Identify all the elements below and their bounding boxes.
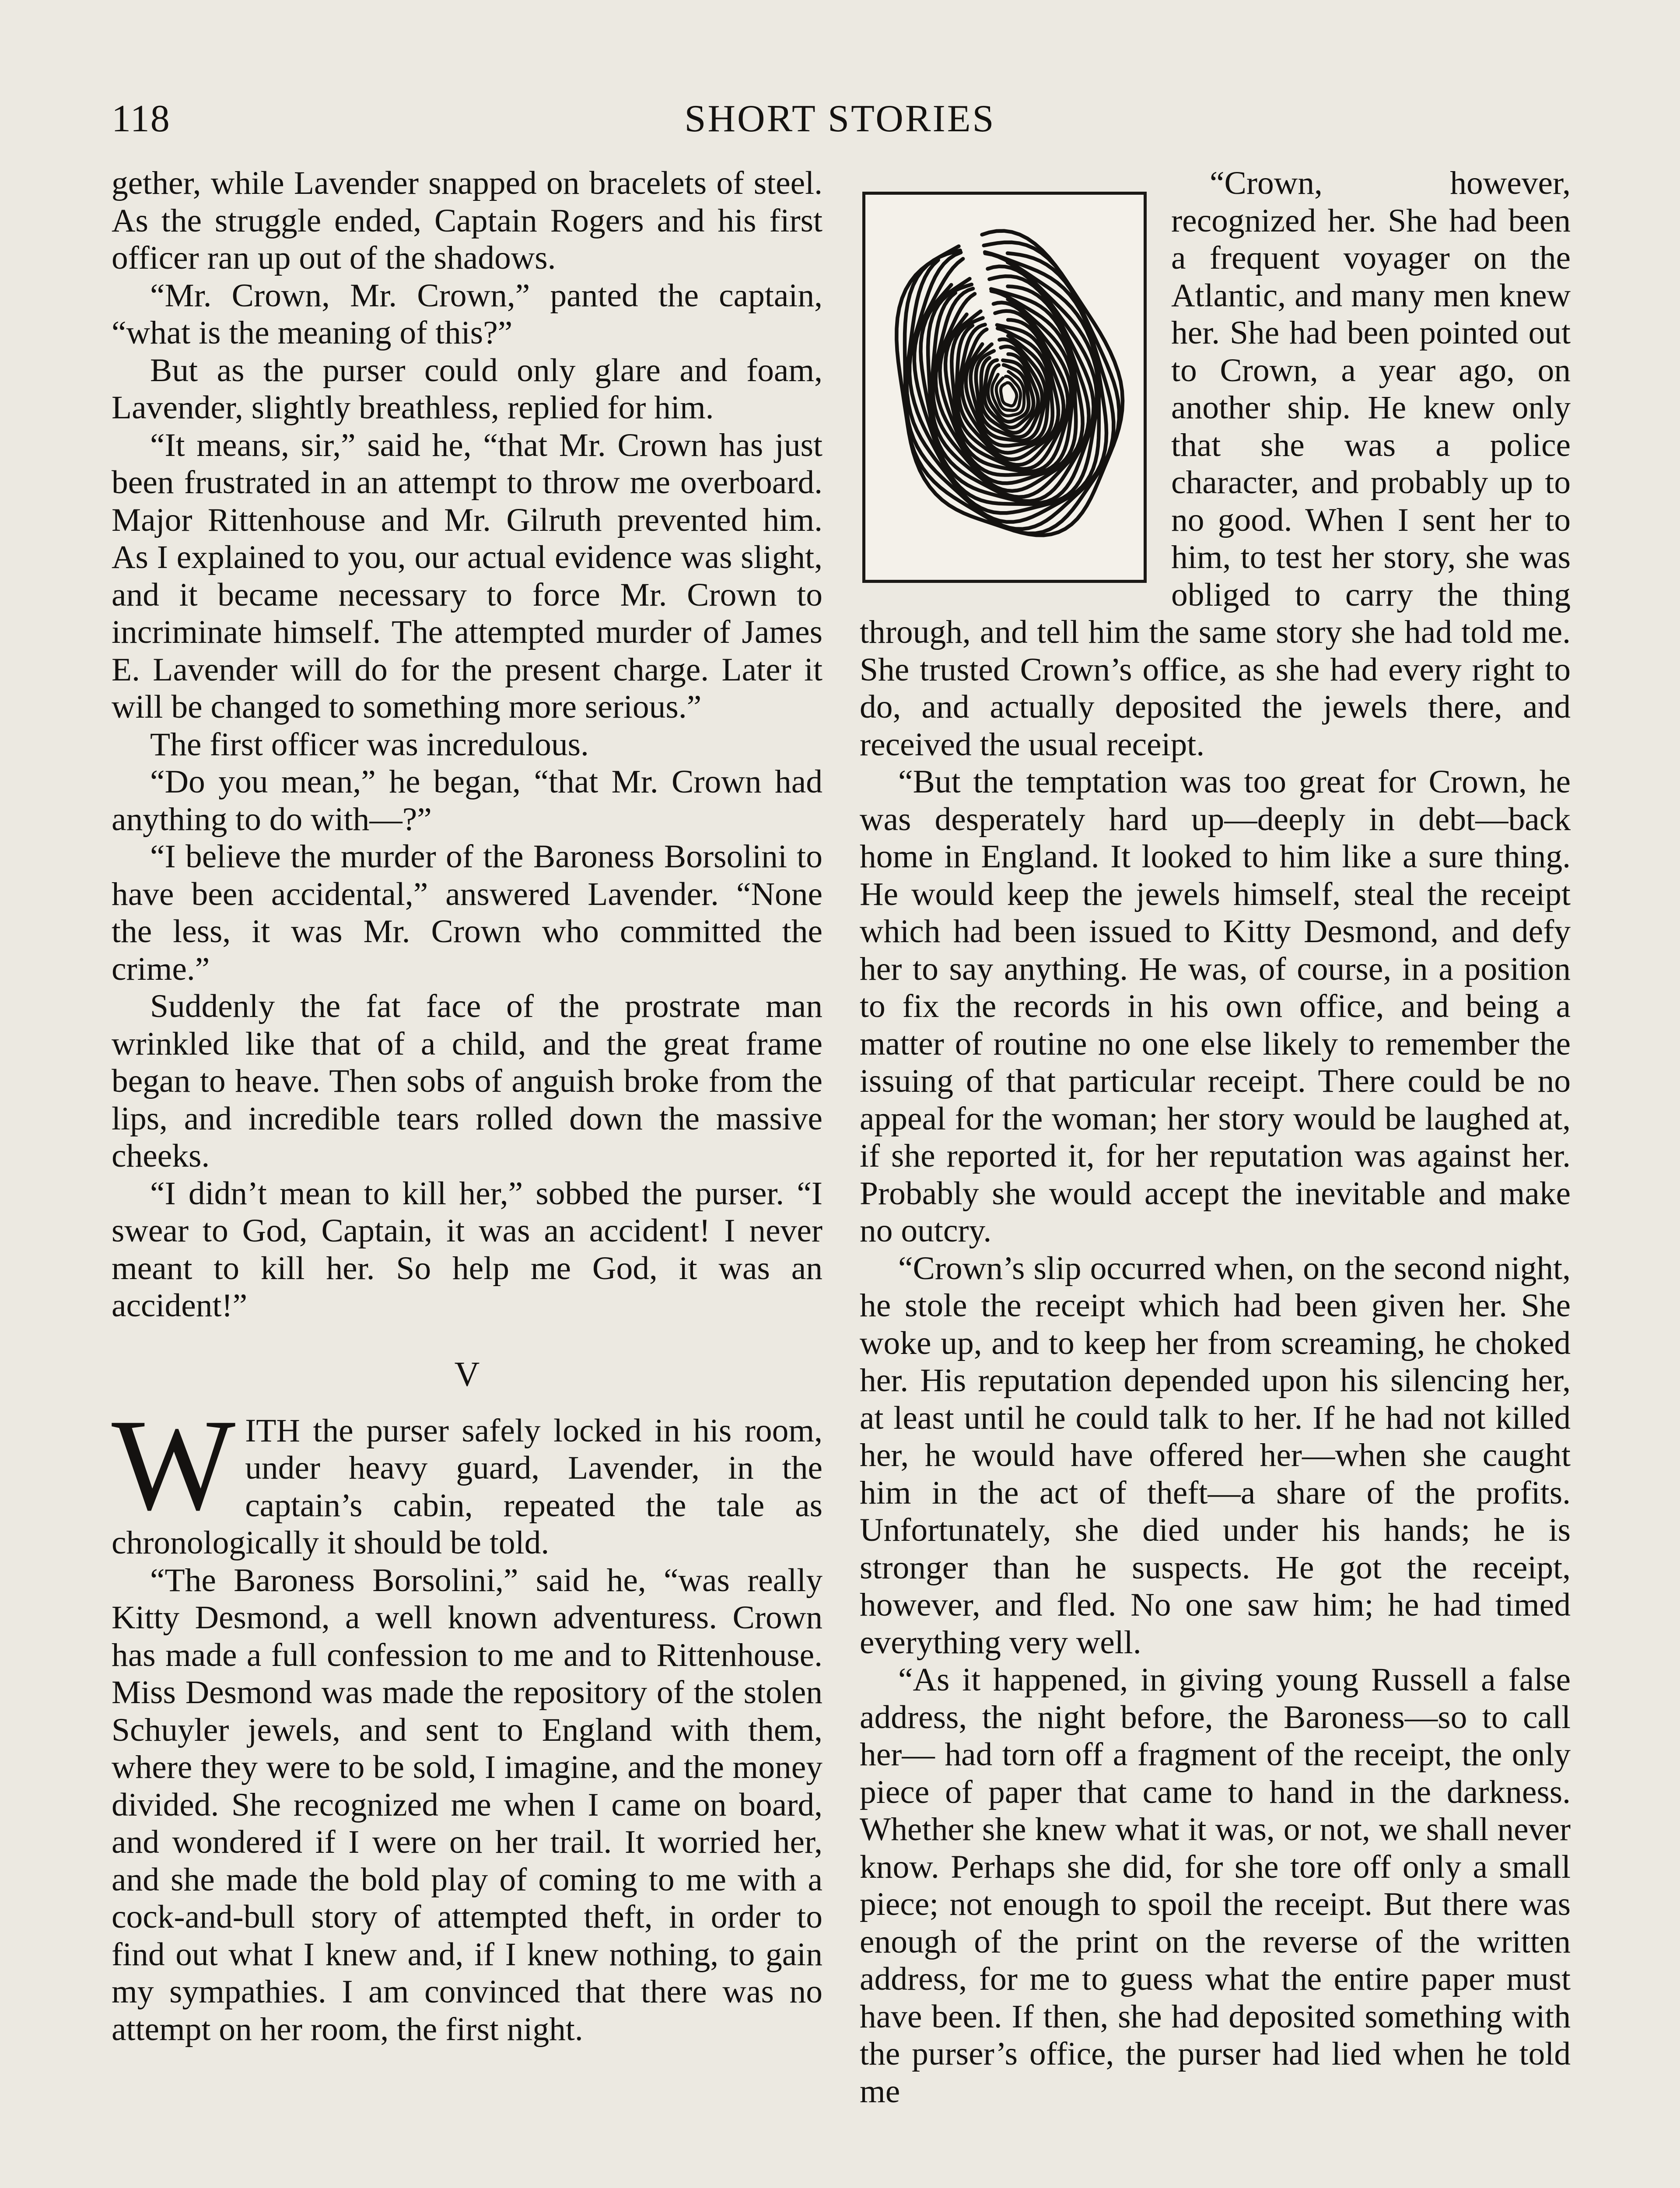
running-head <box>112 93 1568 145</box>
drop-cap: W <box>112 1392 236 1537</box>
paragraph: But as the purser could only glare and foam, Lavender, slightly breathless, replied for him. <box>112 352 822 426</box>
paragraph: The first officer was incredulous. <box>150 726 589 763</box>
paragraph <box>860 165 1571 763</box>
section-heading: V <box>454 1355 480 1394</box>
left-column <box>112 165 822 2188</box>
paragraph: “The Baroness Borsolini,” said he, “was really Kitty Desmond, a well known adventuress. Crown has made a full confession to me and to Rittenhouse. Miss Desmond was made the repository of the stolen Schuyler jewels, and sent to England with them, where they were to be sold, I imagine, and the money divided. She recognized me when I came on board, and wondered if I were on her trail. It worried her, and she made the bold play of coming to me with a cock-and-bull story of attempted theft, in order to find out what I knew and, if I knew nothing, to gain my sympathies. I am convinced that there was no attempt on her room, the first night. <box>112 1562 822 2048</box>
opening-text: ITH the purser safely locked in his room, under heavy guard, Lavender, in the captain’s cabin, repeated the tale as chronologically it should be told. <box>112 1412 822 1561</box>
running-title: SHORT STORIES <box>684 98 996 140</box>
fingerprint-icon <box>882 212 1127 562</box>
paragraph-text: “Crown, however, recognized her. She had been a frequent voyager on the Atlantic, and many men knew her. She had been pointed out to Crown, a year ago, on another ship. He knew only that she was a police character, and probably up to no good. When I sent her to him, to test her story, she was obliged to carry the thing through, and tell him the same story she had told me. She trusted Crown’s office, as she had every right to do, and actually deposited the jewels there, and received the usual receipt. <box>860 165 1571 763</box>
paragraph: Suddenly the fat face of the prostrate man wrinkled like that of a child, and the great frame began to heave. Then sobs of anguish broke from the lips, and incredible tears rolled down the massive cheeks. <box>112 988 822 1174</box>
paragraph: “Crown’s slip occurred when, on the second night, he stole the receipt which had been given her. She woke up, and to keep her from screaming, he choked her. His reputation depended upon his silencing her, at least until he could talk to her. If he had not killed her, he would have offered her—when she caught him in the act of theft—a share of the profits. Unfortunately, she died under his hands; he is stronger than he suspects. He got the receipt, however, and fled. No one saw him; he had timed everything very well. <box>860 1250 1571 1661</box>
section-opening-paragraph <box>112 1392 822 1562</box>
paragraph: “Do you mean,” he began, “that Mr. Crown had anything to do with—?” <box>112 764 822 838</box>
page-number: 118 <box>112 98 171 140</box>
paragraph: gether, while Lavender snapped on bracelets of steel. As the struggle ended, Captain Rogers and his first officer ran up out of the shadows. <box>112 165 822 276</box>
paragraph: “Mr. Crown, Mr. Crown,” panted the captain, “what is the meaning of this?” <box>112 277 822 351</box>
right-column <box>860 165 1571 2188</box>
fingerprint-illustration <box>862 192 1147 583</box>
paragraph: “As it happened, in giving young Russell a false address, the night before, the Baroness—so to call her— had torn off a fragment of the receipt, the only piece of paper that came to hand in the darkness. Whether she knew what it was, or not, we shall never know. Perhaps she did, for she tore off only a small piece; not enough to spoil the receipt. But there was enough of the print on the reverse of the written address, for me to guess what the entire paper must have been. If then, she had deposited something with the purser’s office, the purser had lied when he told me <box>860 1662 1571 2110</box>
paragraph: “But the temptation was too great for Crown, he was desperately hard up—deeply in debt—back home in England. It looked to him like a sure thing. He would keep the jewels himself, steal the receipt which had been issued to Kitty Desmond, and defy her to say anything. He was, of course, in a position to fix the records in his own office, and being a matter of routine no one else likely to remember the issuing of that particular receipt. There could be no appeal for the woman; her story would be laughed at, if she reported it, for her reputation was against her. Probably she would accept the inevitable and make no outcry. <box>860 764 1571 1249</box>
paragraph: “I didn’t mean to kill her,” sobbed the purser. “I swear to God, Captain, it was an accident! I never meant to kill her. So help me God, it was an accident!” <box>112 1175 822 1324</box>
paragraph: “It means, sir,” said he, “that Mr. Crown has just been frustrated in an attempt to throw me overboard. Major Rittenhouse and Mr. Gilruth prevented him. As I explained to you, our actual evidence was slight, and it became necessary to force Mr. Crown to incriminate himself. The attempted murder of James E. Lavender will do for the present charge. Later it will be changed to something more serious.” <box>112 427 822 725</box>
paragraph: “I believe the murder of the Baroness Borsolini to have been accidental,” answered Lavender. “None the less, it was Mr. Crown who committed the crime.” <box>112 838 822 987</box>
